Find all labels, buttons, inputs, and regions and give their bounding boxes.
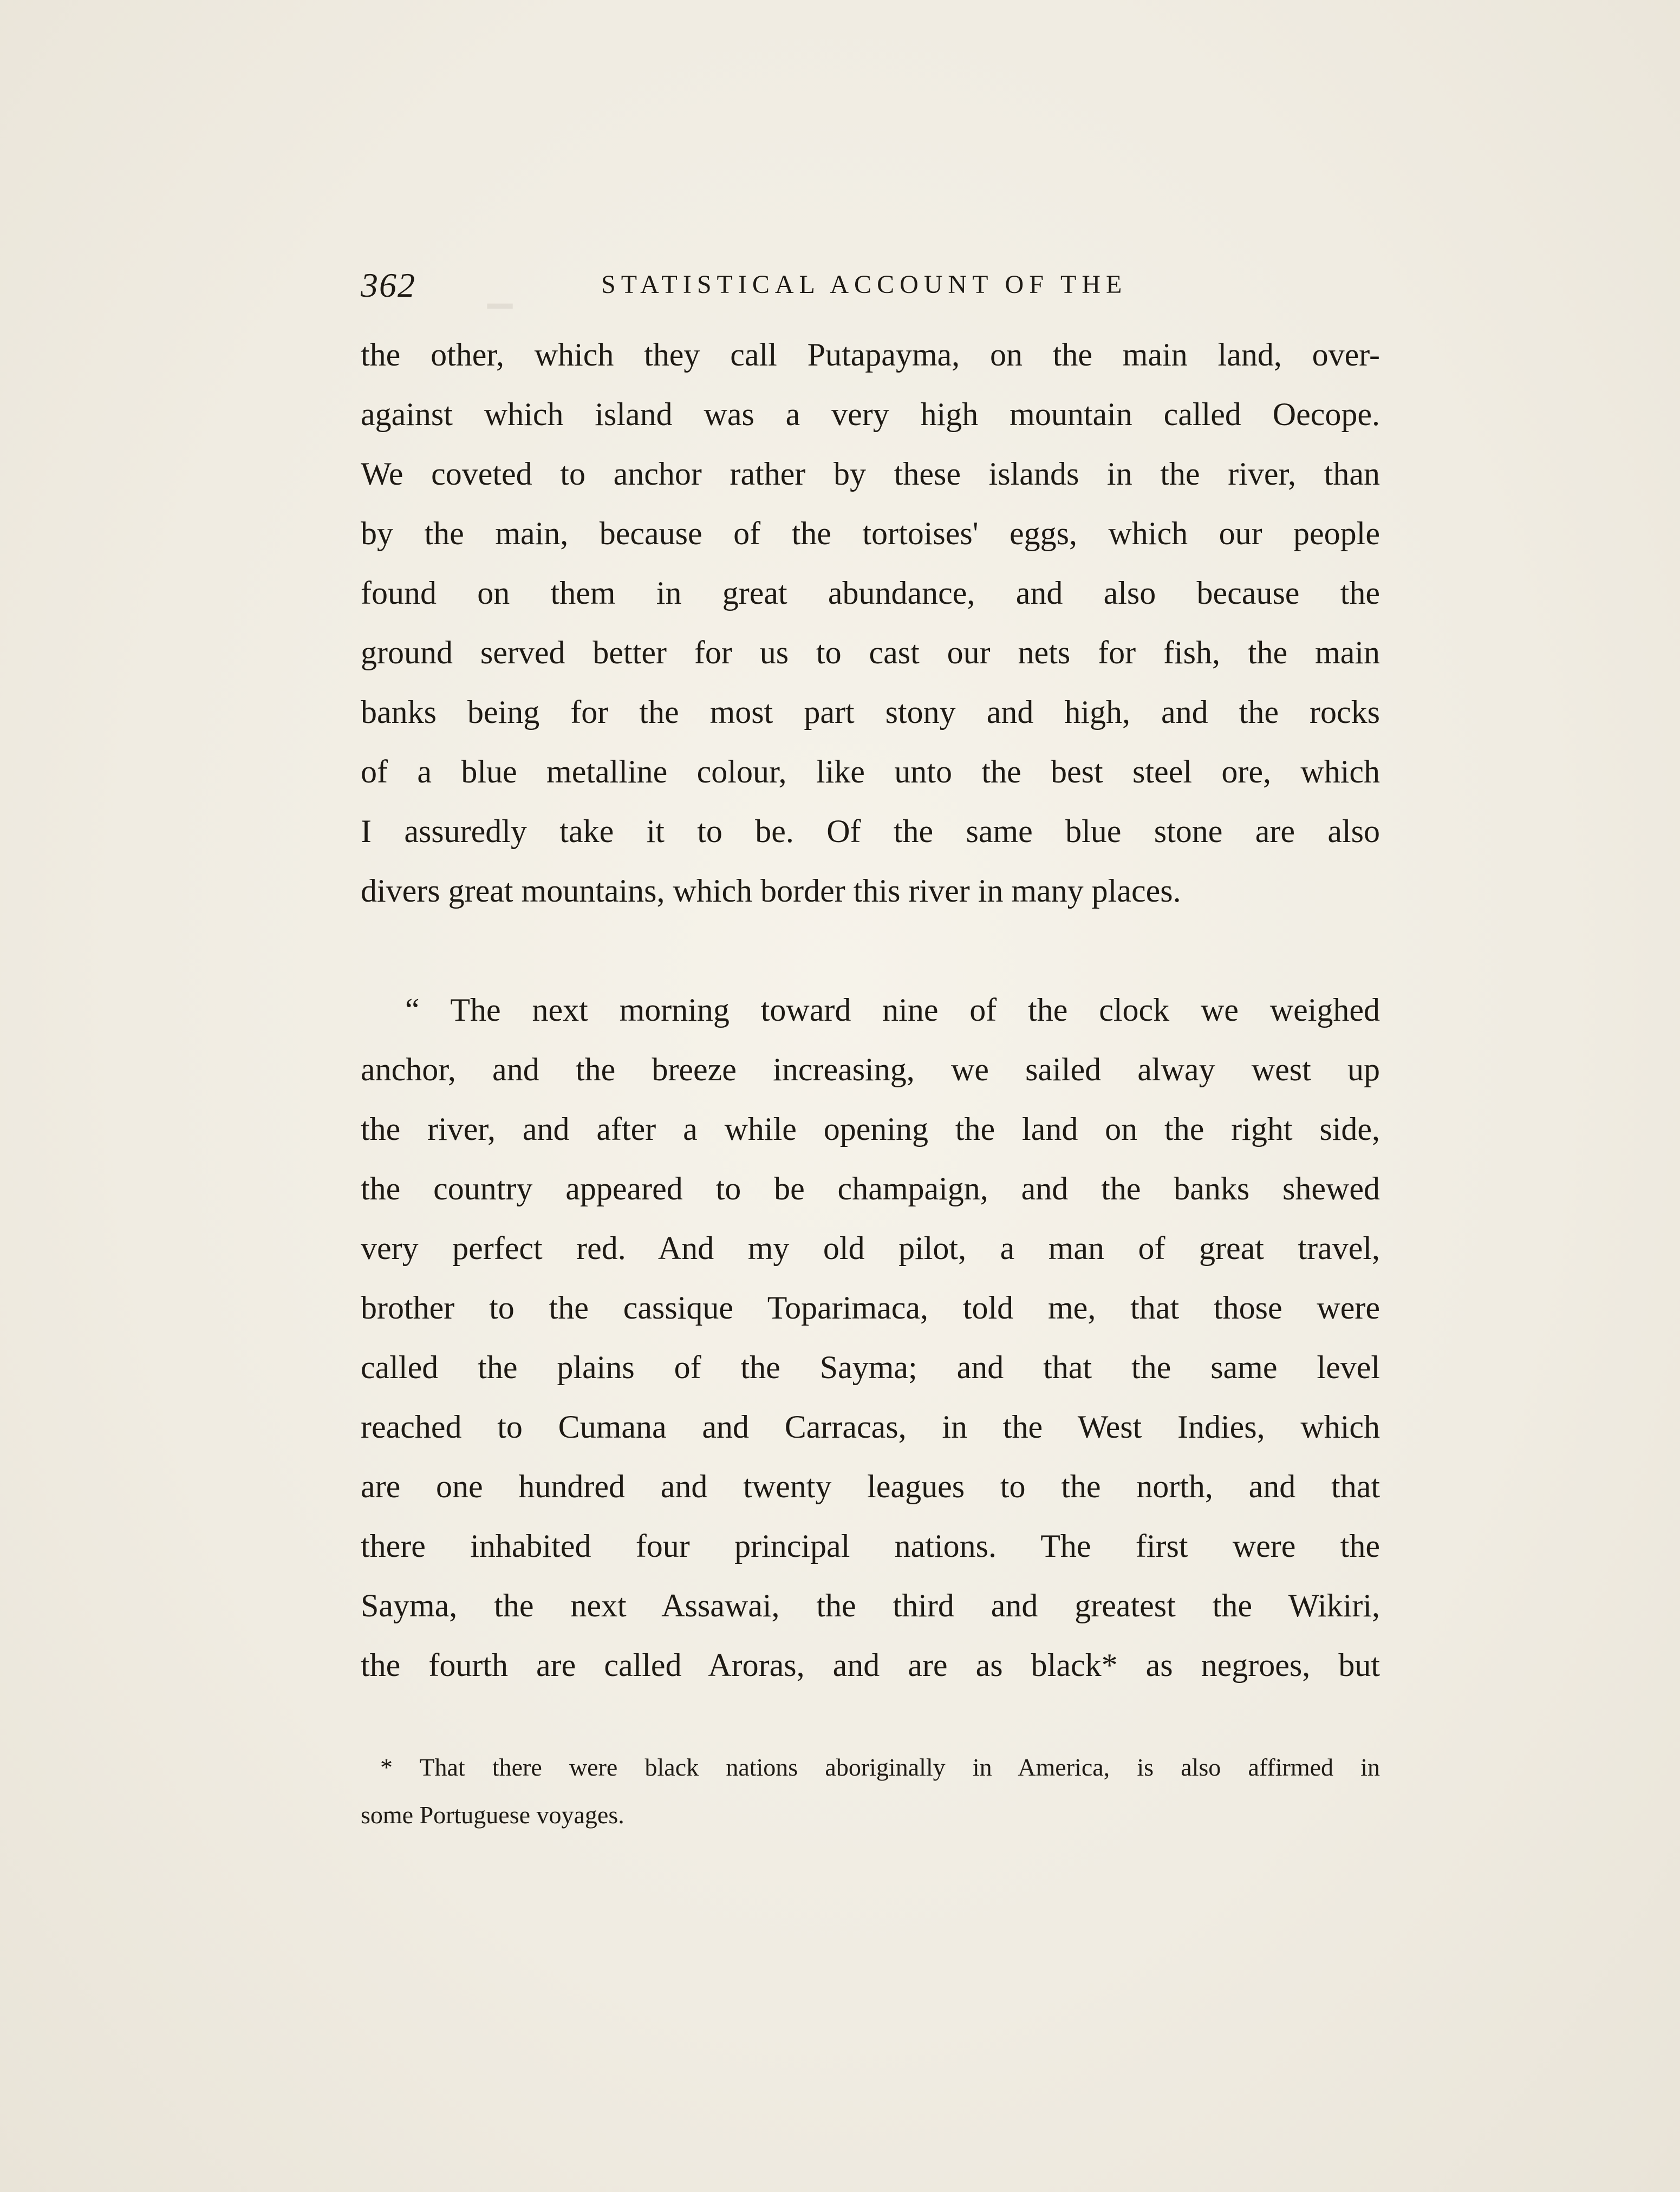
- text-line: brother to the cassique Toparimaca, told me, that those were: [361, 1290, 1380, 1326]
- text-line: the fourth are called Aroras, and are as black* as negroes, but: [361, 1647, 1380, 1683]
- text-line: the country appeared to be champaign, and the banks shewed: [361, 1171, 1380, 1206]
- running-head: STATISTICAL ACCOUNT OF THE: [601, 270, 1128, 299]
- text-line: the river, and after a while opening the land on the right side,: [361, 1111, 1380, 1147]
- page-number: 362: [361, 266, 416, 304]
- text-line: reached to Cumana and Carracas, in the West Indies, which: [361, 1409, 1380, 1445]
- paragraph-gap: [361, 921, 1380, 980]
- page-header: [361, 260, 1379, 309]
- text-line: divers great mountains, which border this river in many places.: [361, 873, 1181, 909]
- text-line: We coveted to anchor rather by these islands in the river, than: [361, 456, 1380, 492]
- text-line: found on them in great abundance, and also because the: [361, 575, 1380, 611]
- text-line: there inhabited four principal nations. The first were the: [361, 1528, 1380, 1564]
- footnote-line: some Portuguese voyages.: [361, 1801, 624, 1829]
- footnote-line: * That there were black nations aboriginally in America, is also affirmed in: [380, 1753, 1380, 1781]
- body-text: [361, 325, 1380, 1695]
- text-line: by the main, because of the tortoises' eggs, which our people: [361, 516, 1380, 551]
- paragraph-2: [361, 980, 1380, 1695]
- text-line: the other, which they call Putapayma, on the main land, over-: [361, 337, 1380, 373]
- bleed-through-mark: ▁: [487, 272, 513, 308]
- text-line: “ The next morning toward nine of the clock we weighed: [405, 992, 1380, 1028]
- text-line: I assuredly take it to be. Of the same blue stone are also: [361, 813, 1380, 849]
- text-line: ground served better for us to cast our nets for fish, the main: [361, 635, 1380, 670]
- text-line: Sayma, the next Assawai, the third and greatest the Wikiri,: [361, 1588, 1380, 1623]
- text-line: of a blue metalline colour, like unto the best steel ore, which: [361, 754, 1380, 790]
- text-line: are one hundred and twenty leagues to the north, and that: [361, 1469, 1380, 1504]
- text-line: called the plains of the Sayma; and that the same level: [361, 1349, 1380, 1385]
- footnote: [361, 1744, 1380, 1839]
- text-line: banks being for the most part stony and high, and the rocks: [361, 694, 1380, 730]
- text-line: anchor, and the breeze increasing, we sailed alway west up: [361, 1052, 1380, 1087]
- paragraph-1: [361, 325, 1380, 921]
- text-line: very perfect red. And my old pilot, a man of great travel,: [361, 1230, 1380, 1266]
- text-line: against which island was a very high mountain called Oecope.: [361, 396, 1380, 432]
